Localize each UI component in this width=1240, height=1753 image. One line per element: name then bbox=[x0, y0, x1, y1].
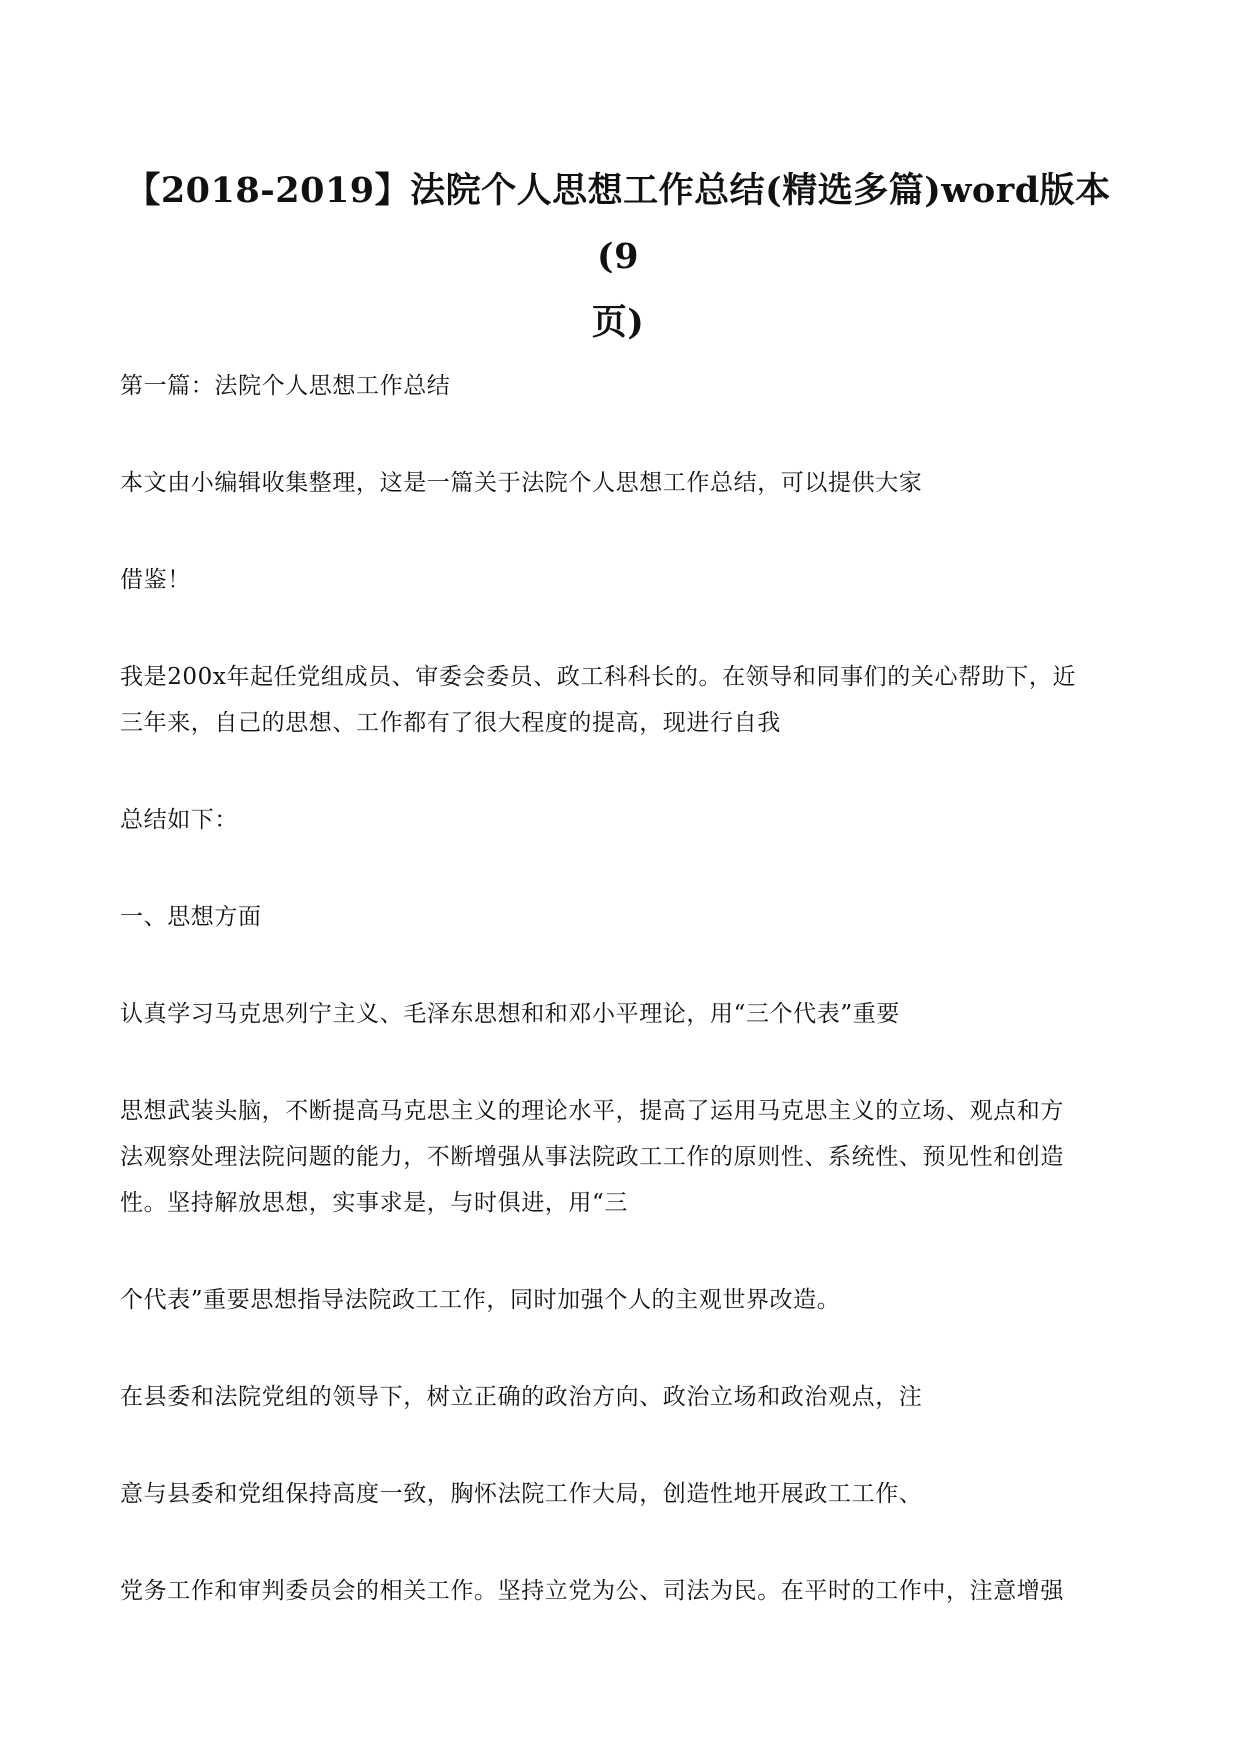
title-line-2: 页) bbox=[591, 302, 645, 343]
intro-line-1: 本文由小编辑收集整理，这是一篇关于法院个人思想工作总结，可以提供大家 bbox=[120, 470, 923, 496]
body-line-3: 总结如下： bbox=[120, 807, 238, 833]
section-heading-thought: 一、思想方面 bbox=[120, 904, 262, 930]
body-line-6: 法观察处理法院问题的能力，不断增强从事法院政工工作的原则性、系统性、预见性和创造 bbox=[120, 1144, 1064, 1170]
intro-line-2: 借鉴！ bbox=[120, 567, 191, 593]
body-line-2: 三年来，自己的思想、工作都有了很大程度的提高，现进行自我 bbox=[120, 710, 781, 736]
body-line-4: 认真学习马克思列宁主义、毛泽东思想和和邓小平理论，用“三个代表”重要 bbox=[120, 1001, 900, 1027]
document-title bbox=[118, 158, 1118, 356]
body-line-8: 个代表”重要思想指导法院政工工作，同时加强个人的主观世界改造。 bbox=[120, 1287, 841, 1313]
body-line-10: 意与县委和党组保持高度一致，胸怀法院工作大局，创造性地开展政工工作、 bbox=[120, 1481, 923, 1507]
body-line-11: 党务工作和审判委员会的相关工作。坚持立党为公、司法为民。在平时的工作中，注意增强 bbox=[120, 1578, 1064, 1604]
body-line-1: 我是200x年起任党组成员、审委会委员、政工科科长的。在领导和同事们的关心帮助下，近 bbox=[120, 664, 1077, 690]
body-line-9: 在县委和法院党组的领导下，树立正确的政治方向、政治立场和政治观点，注 bbox=[120, 1384, 923, 1410]
body-line-7: 性。坚持解放思想，实事求是，与时俱进，用“三 bbox=[120, 1190, 628, 1216]
body-line-5: 思想武装头脑，不断提高马克思主义的理论水平，提高了运用马克思主义的立场、观点和方 bbox=[120, 1098, 1064, 1124]
section-heading-first-article: 第一篇：法院个人思想工作总结 bbox=[120, 373, 451, 399]
title-line-1: 【2018-2019】法院个人思想工作总结(精选多篇)word版本 (9 bbox=[125, 170, 1111, 277]
